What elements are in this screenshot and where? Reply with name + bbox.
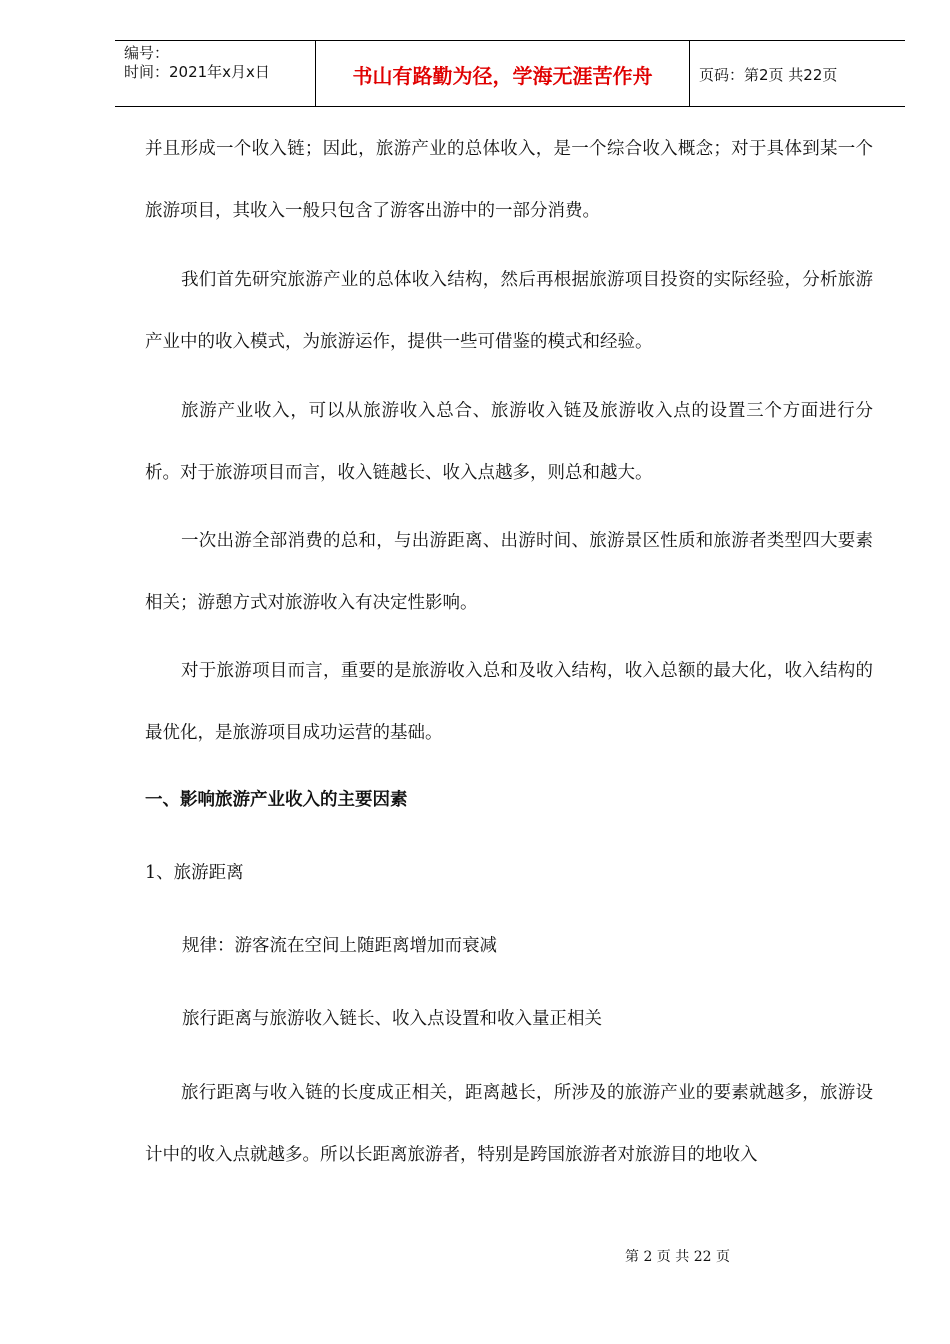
paragraph-2: 我们首先研究旅游产业的总体收入结构，然后再根据旅游项目投资的实际经验，分析旅游产业中的收入模式，为旅游运作，提供一些可借鉴的模式和经验。 [145,270,873,352]
rule-line: 规律：游客流在空间上随距离增加而衰减 [182,936,497,956]
subsection-heading: 1、旅游距离 [145,863,244,883]
section-heading: 一、影响旅游产业收入的主要因素 [145,790,408,810]
paragraph-1: 并且形成一个收入链；因此，旅游产业的总体收入，是一个综合收入概念；对于具体到某一个旅游项目，其收入一般只包含了游客出游中的一部分消费。 [145,139,873,221]
relation-line: 旅行距离与旅游收入链长、收入点设置和收入量正相关 [182,1009,602,1029]
paragraph-3: 旅游产业收入，可以从旅游收入总合、旅游收入链及旅游收入点的设置三个方面进行分析。对于旅游项目而言，收入链越长、收入点越多，则总和越大。 [145,401,873,483]
time-label: 时间：2021年x月x日 [124,63,270,81]
paragraph-5: 对于旅游项目而言，重要的是旅游收入总和及收入结构，收入总额的最大化，收入结构的最优化，是旅游项目成功运营的基础。 [145,661,873,743]
header-page-info: 页码：第2页 共22页 [699,65,838,84]
paragraph-4: 一次出游全部消费的总和，与出游距离、出游时间、旅游景区性质和旅游者类型四大要素相关；游憩方式对旅游收入有决定性影响。 [145,531,873,613]
number-label: 编号： [124,44,170,62]
header-motto: 书山有路勤为径，学海无涯苦作舟 [316,41,690,107]
header-meta-cell [115,41,316,107]
header-table [115,40,905,107]
page-footer: 第 2 页 共 22 页 [625,1249,730,1265]
paragraph-6: 旅行距离与收入链的长度成正相关，距离越长，所涉及的旅游产业的要素就越多，旅游设计中的收入点就越多。所以长距离旅游者，特别是跨国旅游者对旅游目的地收入 [145,1083,873,1165]
